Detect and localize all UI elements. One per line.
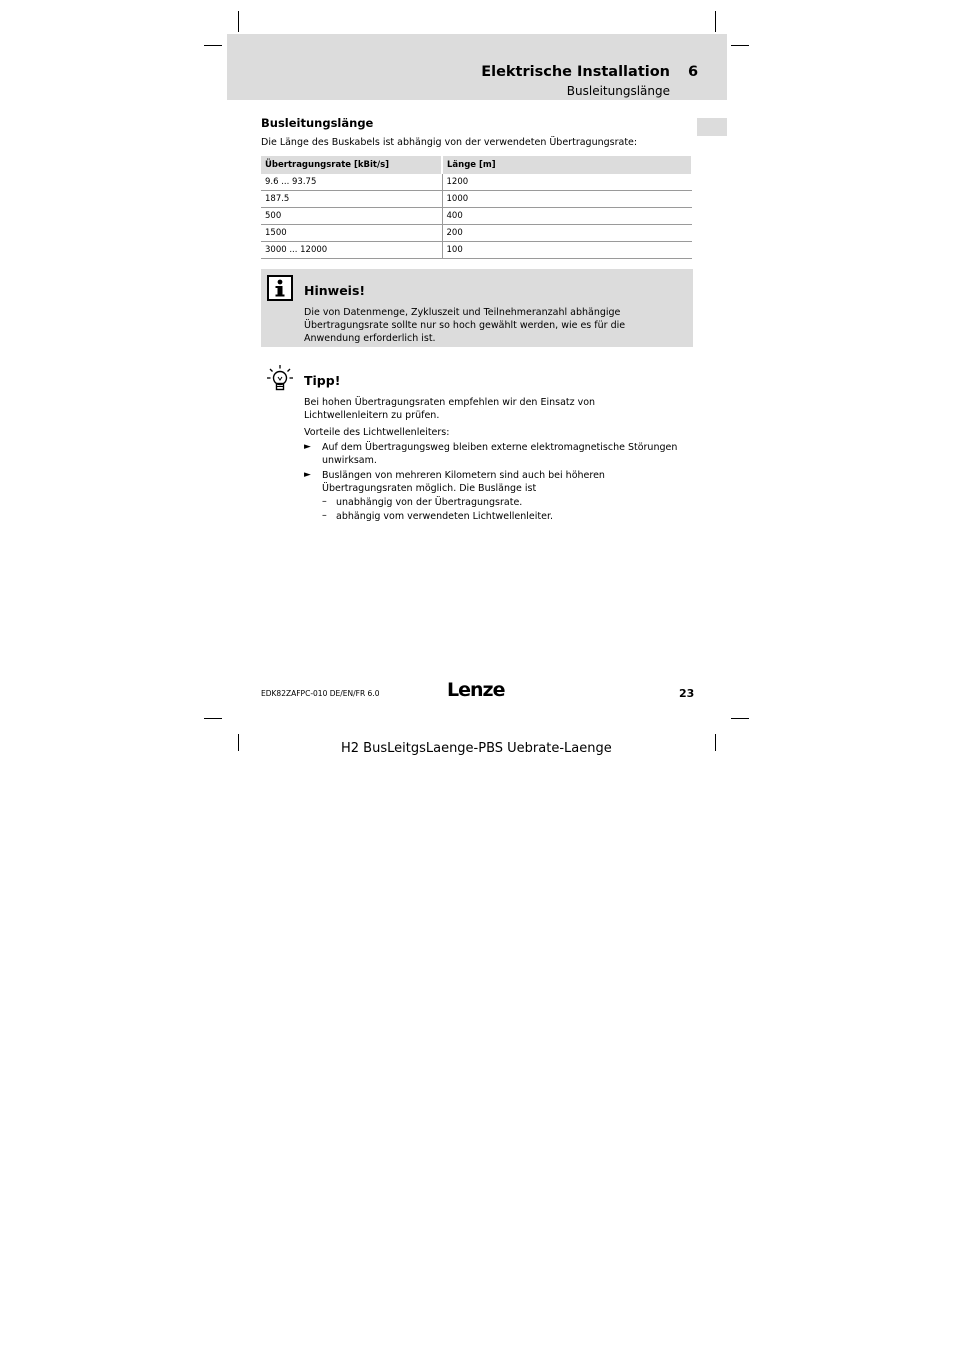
bullet-line: Übertragungsraten möglich. Die Buslänge ist (322, 483, 537, 494)
table-cell-rate: 1500 (261, 225, 442, 242)
table-row (261, 242, 692, 259)
crop-mark (715, 734, 716, 751)
note-line: Übertragungsrate sollte nur so hoch gewählt werden, wie es für die (304, 320, 626, 331)
sub-item: abhängig vom verwendeten Lichtwellenleiter. (336, 511, 554, 522)
bus-length-table (261, 156, 693, 259)
table-cell-rate: 187.5 (261, 191, 442, 208)
table-row (261, 191, 692, 208)
image-caption: H2 BusLeitgsLaenge-PBS Uebrate-Laenge (341, 741, 612, 756)
bullet-line: unwirksam. (322, 455, 377, 466)
lenze-logo: Lenze (447, 679, 505, 701)
crop-mark (238, 734, 239, 751)
bullet-arrow-icon: ► (304, 470, 311, 480)
table-cell-rate: 3000 ... 12000 (261, 242, 442, 259)
crop-mark (731, 718, 749, 719)
page-subtitle: Busleitungslänge (566, 84, 670, 98)
note-line: Anwendung erforderlich ist. (304, 333, 436, 344)
crop-mark (731, 45, 749, 46)
crop-mark (204, 718, 222, 719)
info-icon (267, 275, 293, 301)
chapter-number: 6 (688, 64, 699, 80)
bullet-item (322, 441, 677, 467)
bullet-arrow-icon: ► (304, 442, 311, 452)
dash-marker: – (322, 510, 327, 521)
bullet-line: Auf dem Übertragungsweg bleiben externe elektromagnetische Störungen (322, 442, 678, 453)
tip-line: Lichtwellenleitern zu prüfen. (304, 410, 440, 421)
lightbulb-icon (266, 364, 294, 398)
table-row (261, 225, 692, 242)
table-header-rate: Übertragungsrate [kBit/s] (261, 156, 442, 174)
tip-paragraph (304, 396, 595, 422)
note-line: Die von Datenmenge, Zykluszeit und Teilnehmeranzahl abhängige (304, 307, 621, 318)
sub-item: unabhängig von der Übertragungsrate. (336, 497, 523, 508)
tip-paragraph: Vorteile des Lichtwellenleiters: (304, 427, 450, 438)
page-title: Elektrische Installation (481, 64, 670, 80)
page-number: 23 (679, 687, 695, 700)
tip-title: Tipp! (304, 373, 341, 388)
bullet-line: Buslängen von mehreren Kilometern sind auch bei höheren (322, 470, 605, 481)
document-id: EDK82ZAFPC-010 DE/EN/FR 6.0 (261, 689, 380, 698)
table-row (261, 208, 692, 225)
table-cell-length: 1200 (442, 174, 692, 191)
table-cell-length: 400 (442, 208, 692, 225)
table-row (261, 174, 692, 191)
section-intro: Die Länge des Buskabels ist abhängig von der verwendeten Übertragungsrate: (261, 137, 638, 148)
table-header-length: Länge [m] (442, 156, 692, 174)
table-cell-length: 100 (442, 242, 692, 259)
crop-mark (238, 11, 239, 32)
crop-mark (204, 45, 222, 46)
crop-mark (715, 11, 716, 32)
tip-line: Bei hohen Übertragungsraten empfehlen wir den Einsatz von (304, 397, 596, 408)
note-body (304, 306, 684, 345)
table-cell-length: 200 (442, 225, 692, 242)
dash-marker: – (322, 496, 327, 507)
table-cell-rate: 9.6 ... 93.75 (261, 174, 442, 191)
table-cell-length: 1000 (442, 191, 692, 208)
table-header-row (261, 156, 692, 174)
section-title: Busleitungslänge (261, 116, 374, 130)
note-title: Hinweis! (304, 283, 366, 298)
bullet-item (322, 469, 605, 495)
language-tab (697, 118, 727, 136)
table-cell-rate: 500 (261, 208, 442, 225)
